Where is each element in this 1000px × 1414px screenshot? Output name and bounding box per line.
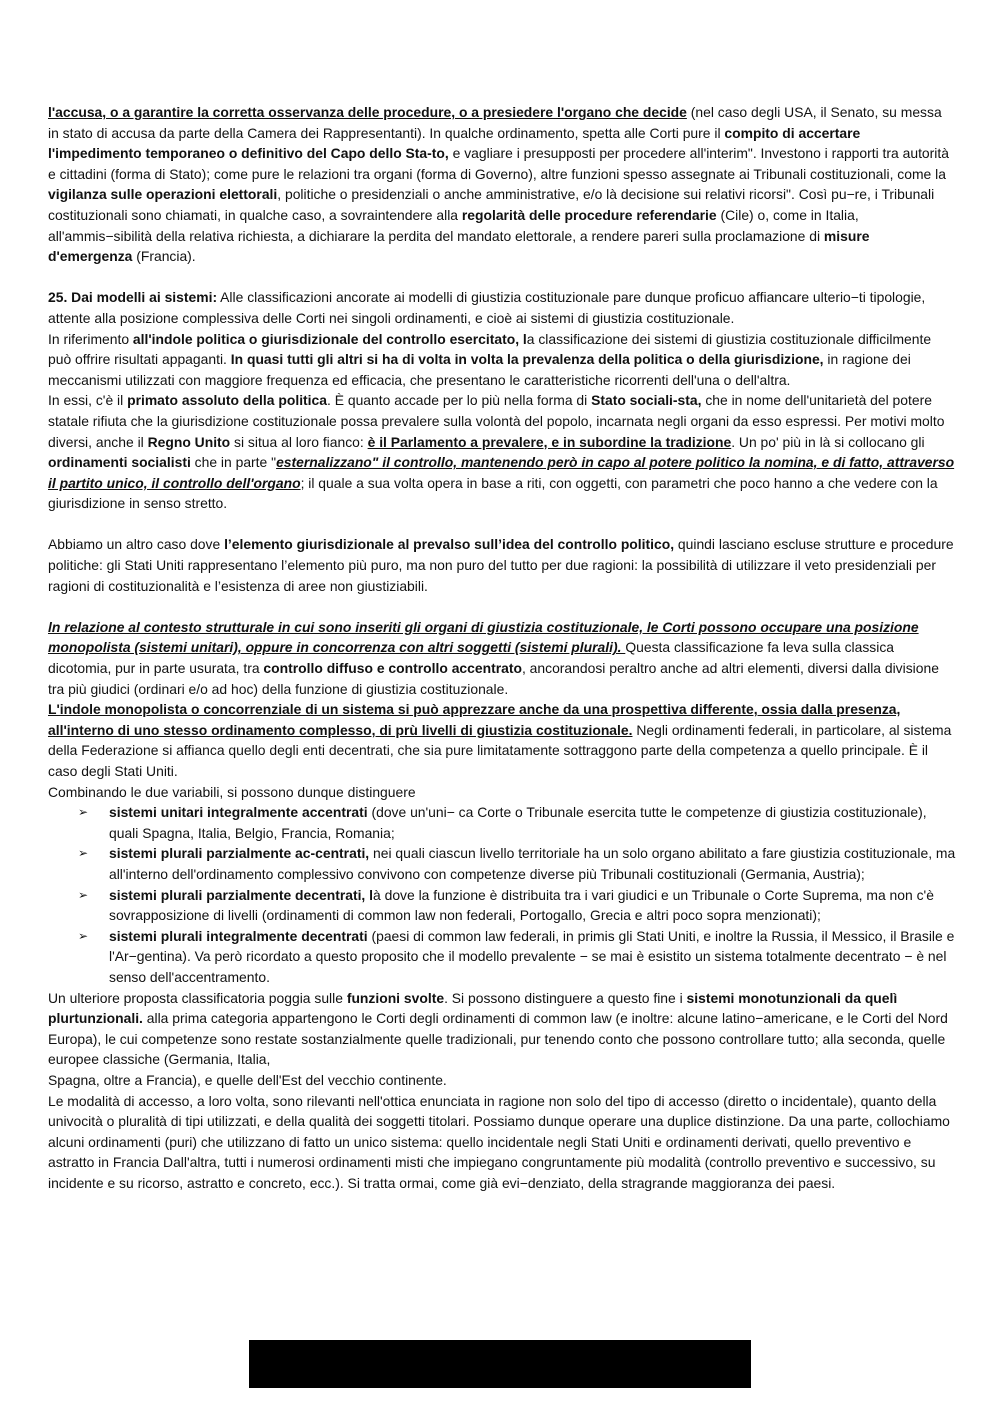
paragraph bbox=[48, 329, 956, 391]
paragraph bbox=[48, 1091, 956, 1194]
bullet-arrow-icon: ➢ bbox=[78, 805, 89, 820]
emphasis-text: L'indole monopolista o concorrenziale di un sistema si può apprezzare anche da una prospettiva differente, ossia dalla presenza, all'interno di uno stesso ordinamento complesso, di prù livelli di giustizia costituzionale. bbox=[48, 701, 901, 738]
paragraph bbox=[48, 699, 956, 781]
text-run: Abbiamo un altro caso dove bbox=[48, 536, 225, 553]
text-run: Negli ordinamenti federali, in particolare, al sistema della Federazione si affianca quello degli enti decentrati, che sia pure limitatamente sottraggono parte della competenza a quello principale. È il caso degli Stati Uniti. bbox=[48, 721, 952, 779]
paragraph bbox=[48, 534, 956, 596]
emphasis-text: vigilanza sulle operazioni elettorali bbox=[48, 186, 278, 203]
text-run: si situa al loro fianco: bbox=[230, 433, 368, 450]
emphasis-text: l’elemento giurisdizionale al prevalso sull’idea del controllo politico, bbox=[224, 536, 675, 553]
emphasis-text: all'indole politica o giurisdizionale del controllo esercitato, l bbox=[132, 330, 527, 347]
text-run: Un ulteriore proposta classificatoria poggia sulle bbox=[48, 989, 347, 1006]
text-run: a classificazione dei sistemi di giustizia costituzionale difficilmente può offrire risultati appaganti. bbox=[48, 330, 932, 368]
text-run: (Francia). bbox=[132, 248, 196, 265]
text-run: . Un po' più in là si collocano gli bbox=[731, 433, 925, 450]
emphasis-text: esternalizzano" il controllo, mantenendo però in capo al potere politico la nomina, e di fatto, attraverso il partito unico, il controllo dell'organo bbox=[48, 454, 955, 491]
emphasis-text: Regno Unito bbox=[147, 433, 231, 450]
emphasis-text: Dai modelli ai sistemi: bbox=[71, 289, 218, 306]
redaction-bar bbox=[249, 1340, 751, 1388]
list-item bbox=[48, 843, 956, 884]
text-run: quindi lasciano escluse strutture e procedure politiche: gli Stati Uniti rappresentano l’elemento più puro, ma non puro del tutto per due ragioni: la possibilità di utilizzare il veto presidenziali per ragioni di costituzionalità e l’esistenza di aree non giustiziabili. bbox=[48, 536, 954, 594]
paragraph-section-25 bbox=[48, 287, 956, 328]
emphasis-text: controllo diffuso e controllo accentrato bbox=[263, 660, 522, 677]
text-run: Questa classificazione fa leva sulla classica dicotomia, pur in parte usurata, tra bbox=[48, 639, 894, 677]
text-run: Combinando le due variabili, si possono dunque distinguere bbox=[48, 783, 416, 800]
bullet-arrow-icon: ➢ bbox=[78, 887, 89, 902]
bullet-list bbox=[48, 802, 956, 987]
text-run: alla prima categoria appartengono le Corti degli ordinamenti di common law (e inoltre: alcune latino−americane, e le Corti del Nord Europa), le cui competenze sono restate sostanzialmente quelle tradizionali, pur tenendo conto che possono controllare tutto; alla seconda, quelle europee classiche (Germania, Italia, bbox=[48, 1010, 948, 1068]
text-run: , ancorandosi peraltro anche ad altri elementi, diversi dalla divisione tra più giudici (ordinari e/o ad hoc) della funzione di giustizia costituzionale. bbox=[48, 660, 939, 697]
text-run: che in parte " bbox=[190, 454, 277, 471]
emphasis-text: è il Parlamento a prevalere, e in subordine la tradizione bbox=[367, 433, 732, 450]
text-run: Le modalità di accesso, a loro volta, sono rilevanti nell'ottica enunciata in ragione non solo del tipo di accesso (diretto o incidentale), quanto della univocità o pluralità di tipi utilizzati, e della qualità dei soggetti titolari. Possiamo dunque operare una duplice distinzione. Da una parte, collochiamo alcuni ordinamenti (puri) che utilizzano di fatto un unico sistema: quello incidentale negli Stati Uniti e ordinamenti derivati, quello preventivo e astratto in Francia Dall'altra, tutti i numerosi ordinamenti misti che impiegano congruntamente più modalità (controllo preventivo e successivo, su incidente e su ricorso, astratto e concreto, ecc.). Si tratta ormai, come già evi−denziato, della stragrande maggioranza dei paesi. bbox=[48, 1092, 950, 1191]
emphasis-text: regolarità delle procedure referendarie bbox=[461, 206, 717, 223]
text-run: (nel caso degli USA, il Senato, su messa in stato di accusa da parte della Camera dei Rappresentanti). In qualche ordinamento, spetta alle Corti pure il bbox=[48, 104, 942, 141]
text-run: Spagna, oltre a Francia), e quelle dell'Est del vecchio continente. bbox=[48, 1071, 447, 1088]
text-run: (dove un'uni− ca Corte o Tribunale esercita tutte le competenze di giustizia costituzionale), quali Spagna, Italia, Belgio, Francia, Romania; bbox=[109, 804, 927, 841]
text-run: (paesi di common law federali, in primis gli Stati Uniti, e inoltre la Russia, il Messico, il Brasile e l'Ar−gentina). Va però ricordato a questo proposito che il modello prevalente − se mai è esistito un sistema totalmente decentrato − è nel senso dell'accentramento. bbox=[109, 927, 955, 985]
list-item bbox=[48, 885, 956, 926]
paragraph bbox=[48, 1070, 956, 1091]
text-run: nei quali ciascun livello territoriale ha un solo organo abilitato a fare giustizia costituzionale, ma all'interno dell'ordinamento complessivo convivono con competenze diverse più Tribunali costituzionali (Germania, Austria); bbox=[109, 845, 956, 882]
text-run: In essi, c'è il bbox=[48, 392, 128, 409]
list-item bbox=[48, 926, 956, 988]
text-run: . È quanto accade per lo più nella forma di bbox=[327, 392, 592, 409]
emphasis-text: funzioni svolte bbox=[346, 989, 445, 1006]
emphasis-text: sistemi plurali parzialmente decentrati, l bbox=[109, 886, 374, 903]
text-run: in ragione dei meccanismi utilizzati con maggiore frequenza ed efficacia, che presentano le caratteristiche ricorrenti dell'una o dell'altra. bbox=[48, 351, 911, 388]
emphasis-text: sistemi unitari integralmente accentrati bbox=[109, 804, 368, 821]
emphasis-text: ln relazione al contesto strutturale in cui sono inseriti gli organi di giustizia costituzionale, le Corti possono occupare una posizione monopolista (sistemi unitari), oppure in concorrenza con altri soggetti (sistemi plurali). bbox=[48, 618, 919, 656]
paragraph bbox=[48, 102, 956, 267]
emphasis-text: 25. bbox=[48, 289, 68, 306]
emphasis-text: compito di accertare l'impedimento temporaneo o definitivo del Capo dello Sta-to, bbox=[48, 124, 861, 162]
paragraph bbox=[48, 782, 956, 803]
list-item bbox=[48, 802, 956, 843]
text-run: , politiche o presidenziali o anche amministrative, e/o là decisione sui relativi ricorsi". Così pu−re, i Tribunali costituzionali sono chiamati, in qualche caso, a sovraintendere alla bbox=[48, 186, 935, 223]
emphasis-text: primato assoluto della politica bbox=[127, 392, 327, 409]
text-run: à dove la funzione è distribuita tra i vari giudici e un Tribunale o Corte Suprema, ma non c'è sovrapposizione di livelli (ordinamenti di common law non federali, Portogallo, Grecia e altri poco sopra menzionati); bbox=[109, 886, 934, 924]
text-run: e vagliare i presupposti per procedere all'interim". Investono i rapporti tra autorità e cittadini (forma di Stato); come pure le relazioni tra organi (forma di Governo), altre funzioni spesso assegnate ai Tribunali costituzionali, come la bbox=[48, 145, 949, 182]
emphasis-text: sistemi plurali parzialmente ac-centrati, bbox=[109, 845, 370, 862]
text-run: In riferimento bbox=[48, 330, 133, 347]
emphasis-text: sistemi monotunzionali da quelì plurtunzionali. bbox=[48, 989, 898, 1027]
paragraph bbox=[48, 617, 956, 699]
document-body bbox=[48, 102, 956, 1193]
text-run: (Cile) o, come in Italia, all'ammis−sibilità della relativa richiesta, a dichiarare la perdita del mandato elettorale, a rendere pareri sulla proclamazione di bbox=[48, 206, 859, 244]
text-run: Alle classificazioni ancorate ai modelli di giustizia costituzionale pare dunque proficuo affiancare ulterio−ti tipologie, attente alla posizione complessiva delle Corti nei singoli ordinamenti, e cioè ai sistemi di giustizia costituzionale. bbox=[48, 289, 926, 326]
emphasis-text: sistemi plurali integralmente decentrati bbox=[109, 927, 368, 944]
emphasis-text: misure d'emergenza bbox=[48, 227, 870, 265]
emphasis-text: In quasi tutti gli altri si ha di volta in volta la prevalenza della politica o della giurisdizione, bbox=[230, 351, 824, 368]
paragraph bbox=[48, 988, 956, 1070]
bullet-arrow-icon: ➢ bbox=[78, 846, 89, 861]
text-run: che in nome dell'unitarietà del potere statale rifiuta che la giurisdizione costituzionale possa prevalere sulla volontà del popolo, incarnata negli organi da esso espressi. Per motivi molto diversi, anche il bbox=[48, 392, 945, 450]
text-run: . Si possono distinguere a questo fine i bbox=[444, 989, 687, 1006]
paragraph bbox=[48, 390, 956, 514]
bullet-arrow-icon: ➢ bbox=[78, 928, 89, 943]
emphasis-text: l'accusa, o a garantire la corretta osservanza delle procedure, o a presiedere l'organo che decide bbox=[48, 104, 687, 120]
text-run: ; il quale a sua volta opera in base a riti, con oggetti, con parametri che poco hanno a che vedere con la giurisdizione in senso stretto. bbox=[48, 474, 938, 512]
emphasis-text: Stato sociali-sta, bbox=[591, 392, 702, 409]
emphasis-text: ordinamenti socialisti bbox=[48, 454, 191, 471]
